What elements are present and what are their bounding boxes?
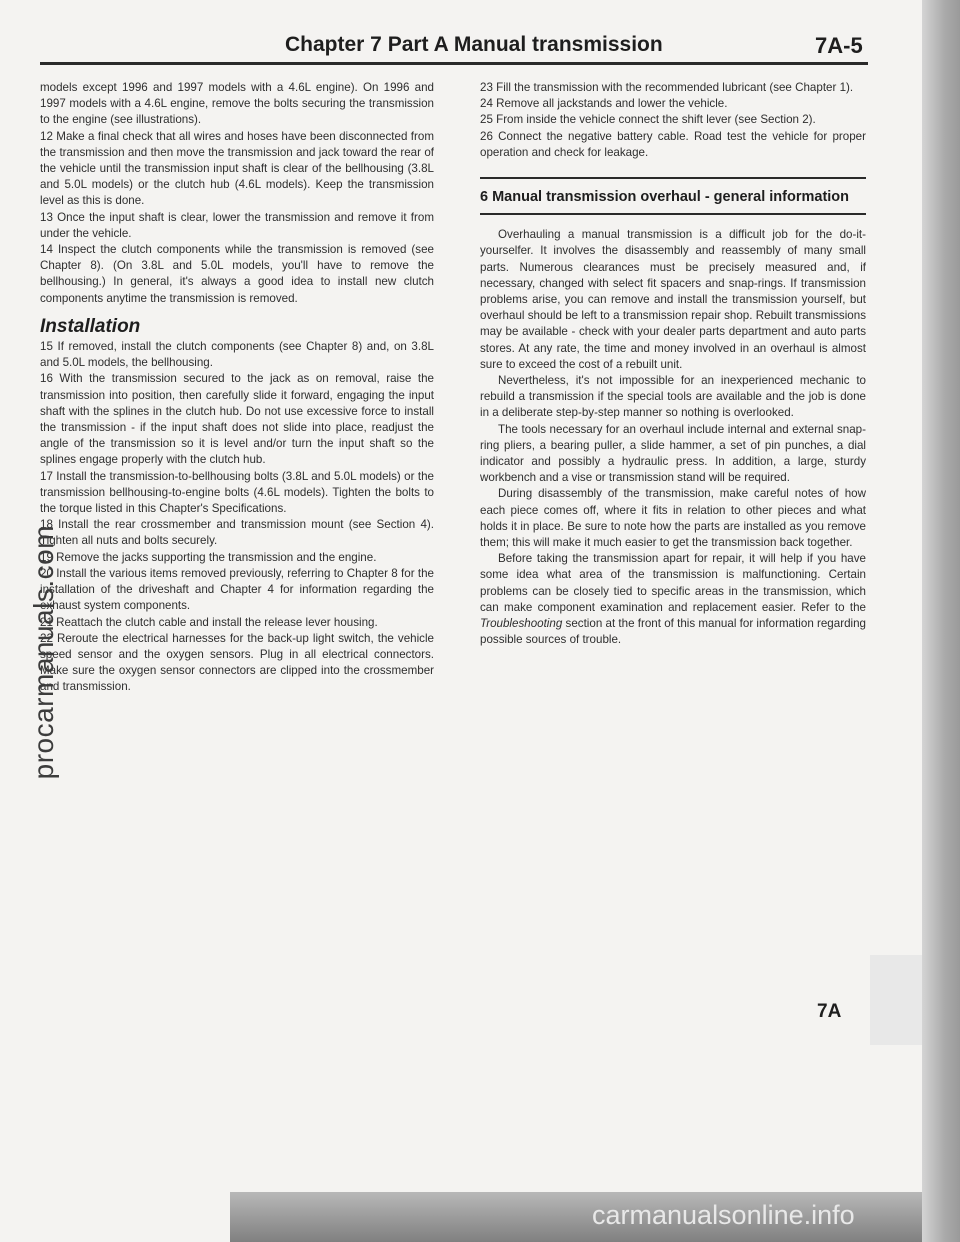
header-rule <box>40 62 868 65</box>
paragraph: 25 From inside the vehicle connect the shift lever (see Section 2). <box>480 113 816 127</box>
section-heading: 6 Manual transmission overhaul - general information <box>480 189 850 206</box>
paragraph: 26 Connect the negative battery cable. Road test the vehicle for proper operation and check for leakage. <box>480 129 866 159</box>
paragraph <box>480 551 866 648</box>
troubleshooting-reference: Troubleshooting <box>480 617 563 631</box>
side-watermark: procarmanuals.com <box>28 525 59 780</box>
paragraph-text: Before taking the transmission apart for repair, it will help if you have some idea what area of the transmission is malfunctioning. Certain problems can be closely tied to specific areas in the transmission, which can make component examination and replacement easier. Refer to the <box>480 552 866 614</box>
paragraph: 23 Fill the transmission with the recommended lubricant (see Chapter 1). <box>480 81 854 94</box>
paragraph: 18 Install the rear crossmember and transmission mount (see Section 4). Tighten all nuts and bolts securely. <box>40 518 434 548</box>
paragraph: 19 Remove the jacks supporting the transmission and the engine. <box>40 550 377 564</box>
paragraph: 20 Install the various items removed previously, referring to Chapter 8 for the installation of the driveshaft and Chapter 4 for information regarding the exhaust system components. <box>40 566 434 613</box>
paragraph: Overhauling a manual transmission is a difficult job for the do-it-yourselfer. It involves the disassembly and reassembly of many small parts. Numerous clearances must be precisely measured and, if necessary, changed with select fit spacers and snap-rings. If transmission problems arise, you can remove and install the transmission yourself, but overhaul should be left to a transmission repair shop. Rebuilt transmissions may be available - check with your dealer parts department and auto parts stores. At any rate, the time and money involved in an overhaul is almost sure to exceed the cost of a rebuilt unit. <box>480 228 866 371</box>
page-header <box>0 0 960 70</box>
paragraph: 15 If removed, install the clutch components (see Chapter 8) and, on 3.8L and 5.0L models, the bellhousing. <box>40 340 434 370</box>
tab-cutout <box>870 955 922 1045</box>
paragraph: 21 Reattach the clutch cable and install the release lever housing. <box>40 615 378 629</box>
bottom-watermark: carmanualsonline.info <box>592 1200 855 1230</box>
chapter-tab-label: 7A <box>817 1001 842 1022</box>
section-spacer <box>480 215 866 227</box>
section-6-header <box>480 177 866 215</box>
paragraph: 13 Once the input shaft is clear, lower the transmission and remove it from under the vehicle. <box>40 210 434 240</box>
right-column <box>480 80 866 649</box>
paragraph: Nevertheless, it's not impossible for an inexperienced mechanic to rebuild a transmission if the special tools are available and the job is done in a deliberate step-by-step manner so nothing is overlooked. <box>480 374 866 420</box>
page-number: 7A-5 <box>815 33 863 58</box>
page-edge-tab-strip <box>922 0 960 1242</box>
left-column <box>40 80 434 696</box>
paragraph: 22 Reroute the electrical harnesses for the back-up light switch, the vehicle speed sensor and the oxygen sensors. Plug in all electrical connectors. Make sure the oxygen sensor connectors are clipped into the crossmember and transmission. <box>40 631 434 694</box>
paragraph: 24 Remove all jackstands and lower the vehicle. <box>480 97 728 111</box>
paragraph: 16 With the transmission secured to the jack as on removal, raise the transmission into position, then carefully slide it forward, engaging the input shaft with the splines in the clutch hub. Do not use excessive force to install the transmission - if the input shaft does not slide into place, readjust the angle of the transmission so it is level and/or turn the input shaft so the splines engage properly with the clutch hub. <box>40 372 434 467</box>
paragraph: models except 1996 and 1997 models with a 4.6L engine). On 1996 and 1997 models with a 4.6L engine, remove the bolts securing the transmission to the engine (see illustrations). <box>40 81 434 127</box>
paragraph: 14 Inspect the clutch components while the transmission is removed (see Chapter 8). (On 3.8L and 5.0L models, you'll have to remove the bellhousing.) In general, it's always a good idea to install new clutch components anytime the transmission is removed. <box>40 243 434 305</box>
paragraph: The tools necessary for an overhaul include internal and external snap-ring pliers, a bearing puller, a slide hammer, a set of pin punches, a dial indicator and possibly a hydraulic press. In addition, a large, sturdy workbench and a vise or transmission stand will be required. <box>480 422 866 485</box>
paragraph: 12 Make a final check that all wires and hoses have been disconnected from the transmission and then move the transmission and jack toward the rear of the vehicle until the transmission input shaft is clear of the bellhousing (3.8L and 5.0L models) or the clutch hub (4.6L models). Keep the transmission level as this is done. <box>40 129 434 208</box>
installation-heading: Installation <box>40 315 141 337</box>
chapter-title: Chapter 7 Part A Manual transmission <box>285 33 663 56</box>
paragraph: 17 Install the transmission-to-bellhousing bolts (3.8L and 5.0L models) or the transmission bellhousing-to-engine bolts (4.6L models). Tighten the bolts to the torque listed in this Chapter's Specifications. <box>40 469 434 516</box>
paragraph: During disassembly of the transmission, make careful notes of how each piece comes off, where it fits in relation to other pieces and what holds it in place. Be sure to note how the parts are installed as you remove them; this will make it much easier to get the transmission back together. <box>480 487 866 550</box>
paragraph-text: section at the front of this manual for information regarding possible sources of trouble. <box>480 617 866 647</box>
